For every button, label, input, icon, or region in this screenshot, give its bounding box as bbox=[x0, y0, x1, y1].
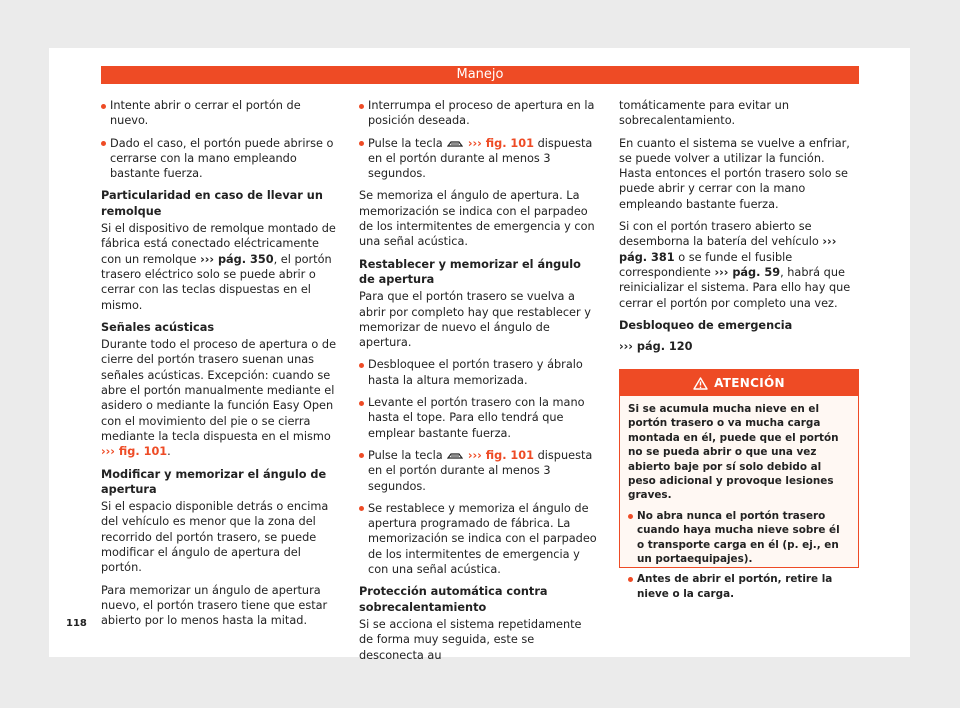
section-header bbox=[101, 66, 859, 84]
section-heading-reset: Restablecer y memorizar el ángulo de apertura bbox=[359, 257, 581, 286]
list-item: Pulse la tecla ››› fig. 101 dispuesta en el portón durante al menos 3 segundos. bbox=[359, 136, 599, 182]
paragraph-battery: Si con el portón trasero abierto se desemborna la batería del vehículo ››› pág. 381 o se funde el fusible correspondiente ››› pág. 59, habrá que reinicializar el sistema. Para ello hay que cerrar el portón por completo una vez. bbox=[619, 220, 851, 310]
page-reference-link[interactable]: ››› pág. 120 bbox=[619, 340, 693, 354]
figure-reference-link[interactable]: ››› fig. 101 bbox=[467, 136, 534, 150]
warning-body bbox=[620, 396, 858, 601]
paragraph-modify-1: Si el espacio disponible detrás o encima del vehículo es menor que la zona del recorrido del portón trasero, se puede modificar el ángulo de apertura del portón. bbox=[101, 500, 329, 575]
warning-title: ATENCIÓN bbox=[714, 376, 785, 390]
warning-text: Si se acumula mucha nieve en el portón trasero o va mucha carga montada en él, puede que el portón no se pueda abrir o que una vez abierto baje por sí solo debido al peso adicional y provoque lesiones graves. bbox=[628, 403, 839, 502]
section-heading-emergency: Desbloqueo de emergencia bbox=[619, 318, 793, 332]
list-item: Desbloquee el portón trasero y ábralo hasta la altura memorizada. bbox=[359, 357, 599, 388]
paragraph-continued: tomáticamente para evitar un sobrecalentamiento. bbox=[619, 99, 789, 128]
list-item: Intente abrir o cerrar el portón de nuevo. bbox=[101, 98, 341, 129]
figure-reference-link[interactable]: ››› fig. 101 bbox=[101, 445, 168, 459]
paragraph-modify-2: Para memorizar un ángulo de apertura nuevo, el portón trasero tiene que estar abierto por lo menos hasta la mitad. bbox=[101, 583, 328, 628]
section-title: Manejo bbox=[456, 67, 504, 82]
tailgate-key-icon bbox=[447, 139, 463, 148]
warning-header bbox=[620, 370, 858, 396]
text-column-2 bbox=[359, 98, 599, 670]
text-column-3 bbox=[619, 98, 859, 361]
section-heading-trailer: Particularidad en caso de llevar un remolque bbox=[101, 189, 323, 218]
page-reference-link[interactable]: ››› pág. 381 bbox=[619, 235, 837, 264]
list-item: Interrumpa el proceso de apertura en la posición deseada. bbox=[359, 98, 599, 129]
list-item: Dado el caso, el portón puede abrirse o cerrarse con la mano empleando bastante fuerza. bbox=[101, 136, 341, 182]
page-reference-link[interactable]: ››› pág. 350 bbox=[200, 252, 274, 266]
paragraph-cooling: En cuanto el sistema se vuelve a enfriar, se puede volver a utilizar la función. Hasta entonces el portón trasero solo se puede abrir y cerrar con la mano empleando bastante fuerza. bbox=[619, 136, 850, 211]
paragraph-memorize: Se memoriza el ángulo de apertura. La memorización se indica con el parpadeo de los intermitentes de emergencia y con una señal acústica. bbox=[359, 189, 595, 249]
warning-triangle-icon bbox=[693, 377, 708, 390]
section-heading-acoustic: Señales acústicas bbox=[101, 320, 215, 334]
paragraph-reset: Para que el portón trasero se vuelva a abrir por completo hay que restablecer y memorizar de nuevo el ángulo de apertura. bbox=[359, 290, 591, 350]
warning-list-item: No abra nunca el portón trasero cuando haya mucha nieve sobre él o transporte carga en él (p. ej., en un portaequipajes). bbox=[628, 509, 850, 567]
section-heading-modify: Modificar y memorizar el ángulo de apertura bbox=[101, 467, 327, 496]
list-item: Pulse la tecla ››› fig. 101 dispuesta en el portón durante al menos 3 segundos. bbox=[359, 448, 599, 494]
list-item: Levante el portón trasero con la mano hasta el tope. Para ello tendrá que emplear bastante fuerza. bbox=[359, 395, 599, 441]
figure-reference-link[interactable]: ››› fig. 101 bbox=[467, 448, 534, 462]
paragraph-trailer: Si el dispositivo de remolque montado de fábrica está conectado eléctricamente con un remolque ››› pág. 350, el portón trasero eléctrico solo se puede abrir o cerrar con las teclas dispuestas en el mismo. bbox=[101, 222, 336, 312]
paragraph-acoustic: Durante todo el proceso de apertura o de cierre del portón trasero suenan unas señales acústicas. Excepción: cuando se abre el portón manualmente mediante el asidero o mediante la función Easy Open con el movimiento del pie o se cierra mediante la tecla dispuesta en el mismo ››› fig. 101. bbox=[101, 338, 337, 459]
warning-list-item: Antes de abrir el portón, retire la nieve o la carga. bbox=[628, 572, 850, 601]
section-heading-overheat: Protección automática contra sobrecalentamiento bbox=[359, 585, 548, 614]
list-item: Se restablece y memoriza el ángulo de apertura programado de fábrica. La memorización se indica con el parpadeo de los intermitentes de emergencia y con una señal acústica. bbox=[359, 501, 599, 577]
text-column-1 bbox=[101, 98, 341, 636]
paragraph-overheat: Si se acciona el sistema repetidamente de forma muy seguida, este se desconecta au bbox=[359, 617, 582, 662]
page-number: 118 bbox=[66, 618, 87, 629]
warning-box bbox=[619, 369, 859, 600]
page-reference-link[interactable]: ››› pág. 59 bbox=[714, 265, 781, 279]
tailgate-key-icon bbox=[447, 451, 463, 460]
